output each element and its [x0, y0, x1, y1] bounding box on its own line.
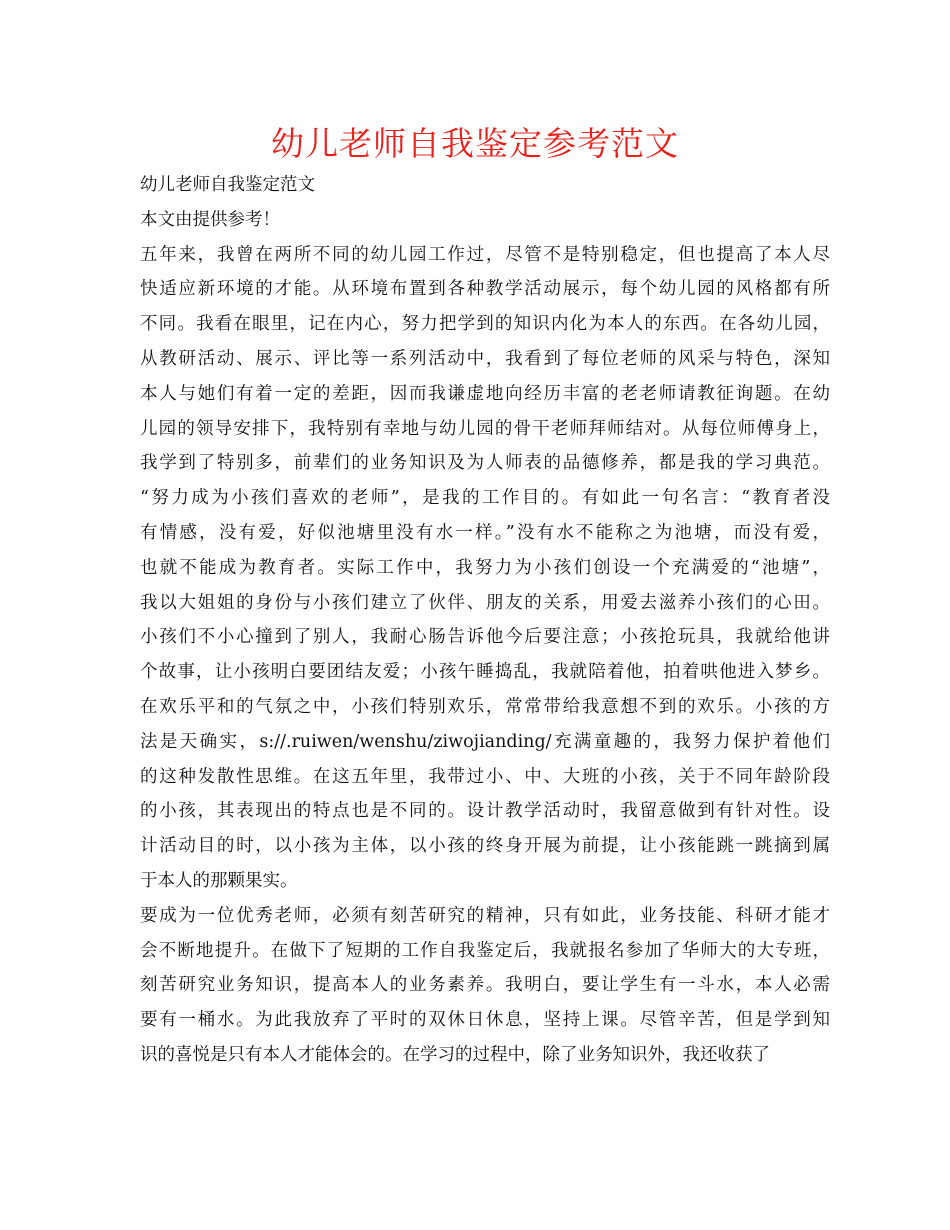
- paragraph-line: “努力成为小孩们喜欢的老师”，是我的工作目的。有如此一句名言：“教育者没: [140, 488, 830, 509]
- paragraph-line: 的小孩，其表现出的特点也是不同的。设计教学活动时，我留意做到有针对性。设: [140, 801, 830, 822]
- paragraph-line: 我以大姐姐的身份与小孩们建立了伙伴、朋友的关系，用爱去滋养小孩们的心田。: [140, 592, 830, 613]
- paragraph-line: 在欢乐平和的气氛之中，小孩们特别欢乐，常常带给我意想不到的欢乐。小孩的方: [140, 696, 830, 717]
- paragraph-line: 本人与她们有着一定的差距，因而我谦虚地向经历丰富的老老师请教征询题。在幼: [140, 383, 830, 404]
- paragraph-line: 从教研活动、展示、评比等一系列活动中，我看到了每位老师的风采与特色，深知: [140, 348, 830, 369]
- paragraph-line: 不同。我看在眼里，记在内心，努力把学到的知识内化为本人的东西。在各幼儿园，: [140, 314, 830, 335]
- paragraph-line: 有情感，没有爱，好似池塘里没有水一样。”没有水不能称之为池塘，而没有爱，: [140, 522, 830, 543]
- paragraph-line: 识的喜悦是只有本人才能体会的。在学习的过程中，除了业务知识外，我还收获了: [140, 1044, 770, 1065]
- paragraph-line: 于本人的那颗果实。: [140, 870, 298, 891]
- document-subtitle: 幼儿老师自我鉴定范文: [140, 175, 315, 195]
- paragraph-line: 法是天确实，s://.ruiwen/wenshu/ziwojianding/充满童趣的，我努力保护着他们: [140, 731, 830, 752]
- paragraph-line: 儿园的领导安排下，我特别有幸地与幼儿园的骨干老师拜师结对。从每位师傅身上，: [140, 418, 830, 439]
- paragraph-line: 快适应新环境的才能。从环境布置到各种教学活动展示，每个幼儿园的风格都有所: [140, 279, 830, 300]
- paragraph-line: 的这种发散性思维。在这五年里，我带过小、中、大班的小孩，关于不同年龄阶段: [140, 766, 830, 787]
- paragraph-line: 刻苦研究业务知识，提高本人的业务素养。我明白，要让学生有一斗水，本人必需: [140, 975, 830, 996]
- paragraph-line: 要有一桶水。为此我放弃了平时的双休日休息，坚持上课。尽管辛苦，但是学到知: [140, 1010, 830, 1031]
- paragraph-line: 五年来，我曾在两所不同的幼儿园工作过，尽管不是特别稳定，但也提高了本人尽: [140, 244, 830, 265]
- document-title: 幼儿老师自我鉴定参考范文: [271, 124, 679, 163]
- source-note: 本文由提供参考！: [140, 209, 280, 230]
- paragraph-line: 我学到了特别多，前辈们的业务知识及为人师表的品德修养，都是我的学习典范。: [140, 453, 830, 474]
- paragraph-line: 计活动目的时，以小孩为主体，以小孩的终身开展为前提，让小孩能跳一跳摘到属: [140, 836, 830, 857]
- paragraph-line: 也就不能成为教育者。实际工作中，我努力为小孩们创设一个充满爱的“池塘”，: [140, 557, 830, 578]
- document-body: [140, 168, 830, 1073]
- paragraph-line: 个故事，让小孩明白要团结友爱；小孩午睡捣乱，我就陪着他，拍着哄他进入梦乡。: [140, 662, 830, 683]
- paragraph-line: 要成为一位优秀老师，必须有刻苦研究的精神，只有如此，业务技能、科研才能才: [140, 905, 830, 926]
- paragraph-line: 小孩们不小心撞到了别人，我耐心肠告诉他今后要注意；小孩抢玩具，我就给他讲: [140, 627, 830, 648]
- paragraph-line: 会不断地提升。在做下了短期的工作自我鉴定后，我就报名参加了华师大的大专班，: [140, 940, 830, 961]
